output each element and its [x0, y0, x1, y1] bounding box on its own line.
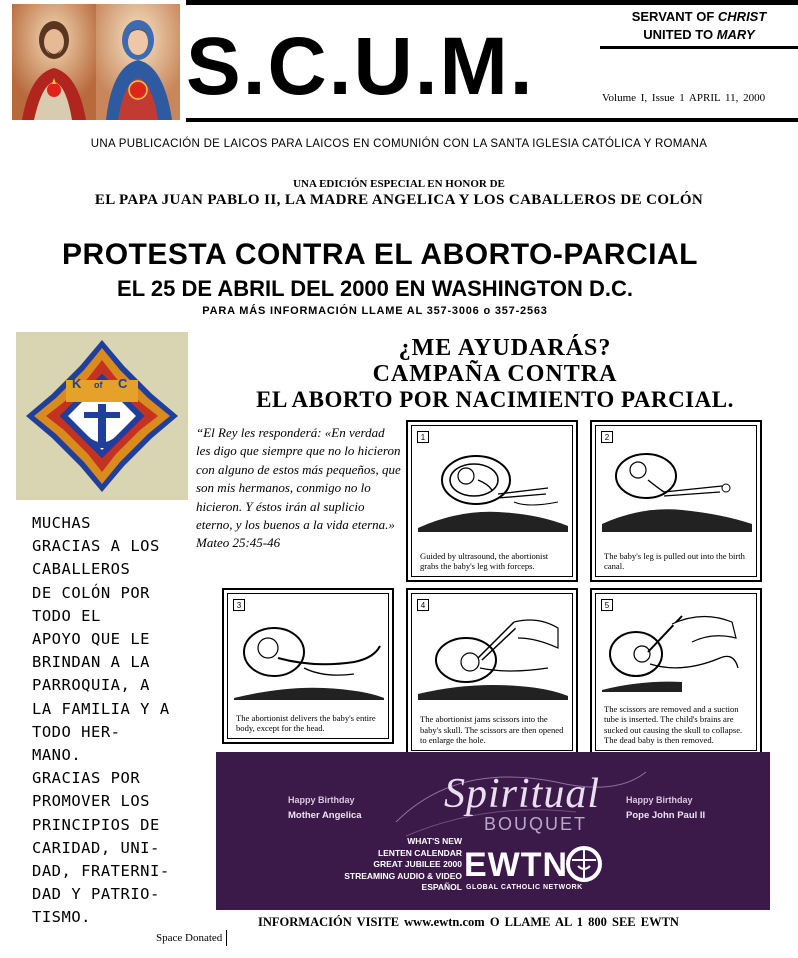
panel-number: 2	[601, 431, 613, 443]
panel-caption: Guided by ultrasound, the abortionist grabs the baby's leg with forceps.	[420, 550, 549, 572]
panel-number: 5	[601, 599, 613, 611]
masthead-bottom-rule	[186, 118, 798, 122]
procedure-step-3-illustration	[234, 608, 384, 700]
procedure-step-4-illustration	[418, 608, 568, 700]
ad-features-list	[322, 836, 462, 894]
sacred-hearts-image	[12, 4, 180, 120]
motto-line1-text: SERVANT OF	[631, 9, 718, 24]
procedure-step-1-illustration	[418, 440, 568, 532]
campaign-line-3: EL ABORTO POR NACIMIENTO PARCIAL.	[256, 387, 734, 412]
ad-birthday-right-label: Happy Birthday	[626, 795, 693, 805]
ad-birthday-left-name: Mother Angelica	[288, 810, 362, 821]
sacred-hearts-illustration	[12, 4, 180, 120]
diagram-panel-2	[590, 420, 762, 582]
procedure-step-5-illustration	[602, 608, 752, 692]
motto-line1-emphasis: CHRIST	[717, 9, 767, 24]
campaign-line-1: ¿ME AYUDARÁS?	[398, 335, 612, 361]
kofc-letter-c: C	[118, 376, 128, 391]
kofc-letter-k: K	[72, 376, 82, 391]
protest-contact-info: PARA MÁS INFORMACIÓN LLAME AL 357-3006 o 357-2563	[202, 305, 548, 317]
special-edition-label: UNA EDICIÓN ESPECIAL EN HONOR DE	[293, 178, 505, 190]
space-donated-note: Space Donated	[156, 930, 227, 946]
ad-birthday-left-label: Happy Birthday	[288, 795, 355, 805]
motto-line2-emphasis: MARY	[716, 27, 755, 42]
ewtn-advertisement[interactable]	[216, 752, 770, 910]
masthead-top-rule	[186, 0, 798, 5]
panel-number: 3	[233, 599, 245, 611]
ad-bouquet-text: BOUQUET	[484, 814, 588, 834]
panel-caption: The abortionist jams scissors into the baby's skull. The scissors are then opened to enlarge the hole.	[420, 714, 564, 746]
ad-feature-item[interactable]: STREAMING AUDIO & VIDEO	[344, 870, 462, 881]
ewtn-tagline: GLOBAL CATHOLIC NETWORK	[466, 884, 583, 891]
knights-of-columbus-emblem	[16, 332, 188, 500]
panel-number: 4	[417, 599, 429, 611]
protest-headline: PROTESTA CONTRA EL ABORTO-PARCIAL	[62, 238, 698, 271]
ad-feature-item[interactable]: ESPAÑOL	[421, 882, 462, 892]
diagram-panel-1	[406, 420, 578, 582]
diagram-panel-5	[590, 588, 762, 756]
ad-birthday-left	[288, 792, 362, 824]
panel-caption: The baby's leg is pulled out into the birth canal.	[604, 550, 745, 572]
panel-number: 1	[417, 431, 429, 443]
motto-line2-text: UNITED TO	[643, 27, 717, 42]
protest-date: EL 25 DE ABRIL DEL 2000 EN WASHINGTON D.C.	[117, 276, 633, 301]
thanks-message: MUCHAS GRACIAS A LOS CABALLEROS DE COLÓN POR TODO EL APOYO QUE LE BRINDAN A LA PARROQUIA, A LA FAMILIA Y A TODO HER- MANO. GRACIAS POR PROMOVER LOS PRINCIPIOS DE CARIDAD, UNI- DAD, FRATERNI- DAD Y PATRIO- TISMO.	[32, 514, 170, 927]
ad-birthday-right	[626, 792, 705, 824]
kofc-emblem-icon	[16, 332, 188, 500]
motto	[600, 8, 798, 49]
ewtn-globe-icon	[564, 844, 604, 884]
scripture-quote: “El Rey les responderá: «En verdad les digo que siempre que no lo hicieron con alguno de estos más pequeños, que son mis hermanos, conmigo no lo hicieron. Y éstos irán al suplicio eterno, y los buenos a la vida eterna.» Mateo 25:45-46	[196, 425, 401, 551]
visit-info: INFORMACIÓN VISITE www.ewtn.com O LLAME AL 1 800 SEE EWTN	[258, 915, 679, 929]
honorees-heading: EL PAPA JUAN PABLO II, LA MADRE ANGELICA Y LOS CABALLEROS DE COLÓN	[94, 192, 704, 208]
publication-subtitle: UNA PUBLICACIÓN DE LAICOS PARA LAICOS EN COMUNIÓN CON LA SANTA IGLESIA CATÓLICA Y ROMANA	[90, 138, 708, 150]
kofc-letter-of: of	[94, 380, 103, 390]
ad-birthday-right-name: Pope John Paul II	[626, 810, 706, 821]
campaign-title	[210, 336, 780, 411]
ewtn-logo-text: EWTN	[464, 846, 569, 884]
masthead-title: S.C.U.M.	[186, 21, 535, 112]
issue-line: Volume I, Issue 1 APRIL 11, 2000	[602, 92, 766, 104]
ad-feature-item[interactable]: LENTEN CALENDAR	[377, 847, 462, 858]
procedure-step-2-illustration	[602, 440, 752, 532]
campaign-line-2: CAMPAÑA CONTRA	[372, 361, 618, 387]
ad-feature-item[interactable]: WHAT'S NEW	[407, 836, 462, 846]
diagram-panel-4	[406, 588, 578, 756]
panel-caption: The scissors are removed and a suction tube is inserted. The child's brains are sucked out causing the skull to collapse. The dead baby is then removed.	[604, 703, 743, 746]
panel-caption: The abortionist delivers the baby's entire body, except for the head.	[236, 712, 376, 734]
ad-feature-item[interactable]: GREAT JUBILEE 2000	[373, 859, 462, 869]
ad-spiritual-text: Spiritual	[444, 771, 601, 817]
diagram-panel-3	[222, 588, 394, 744]
